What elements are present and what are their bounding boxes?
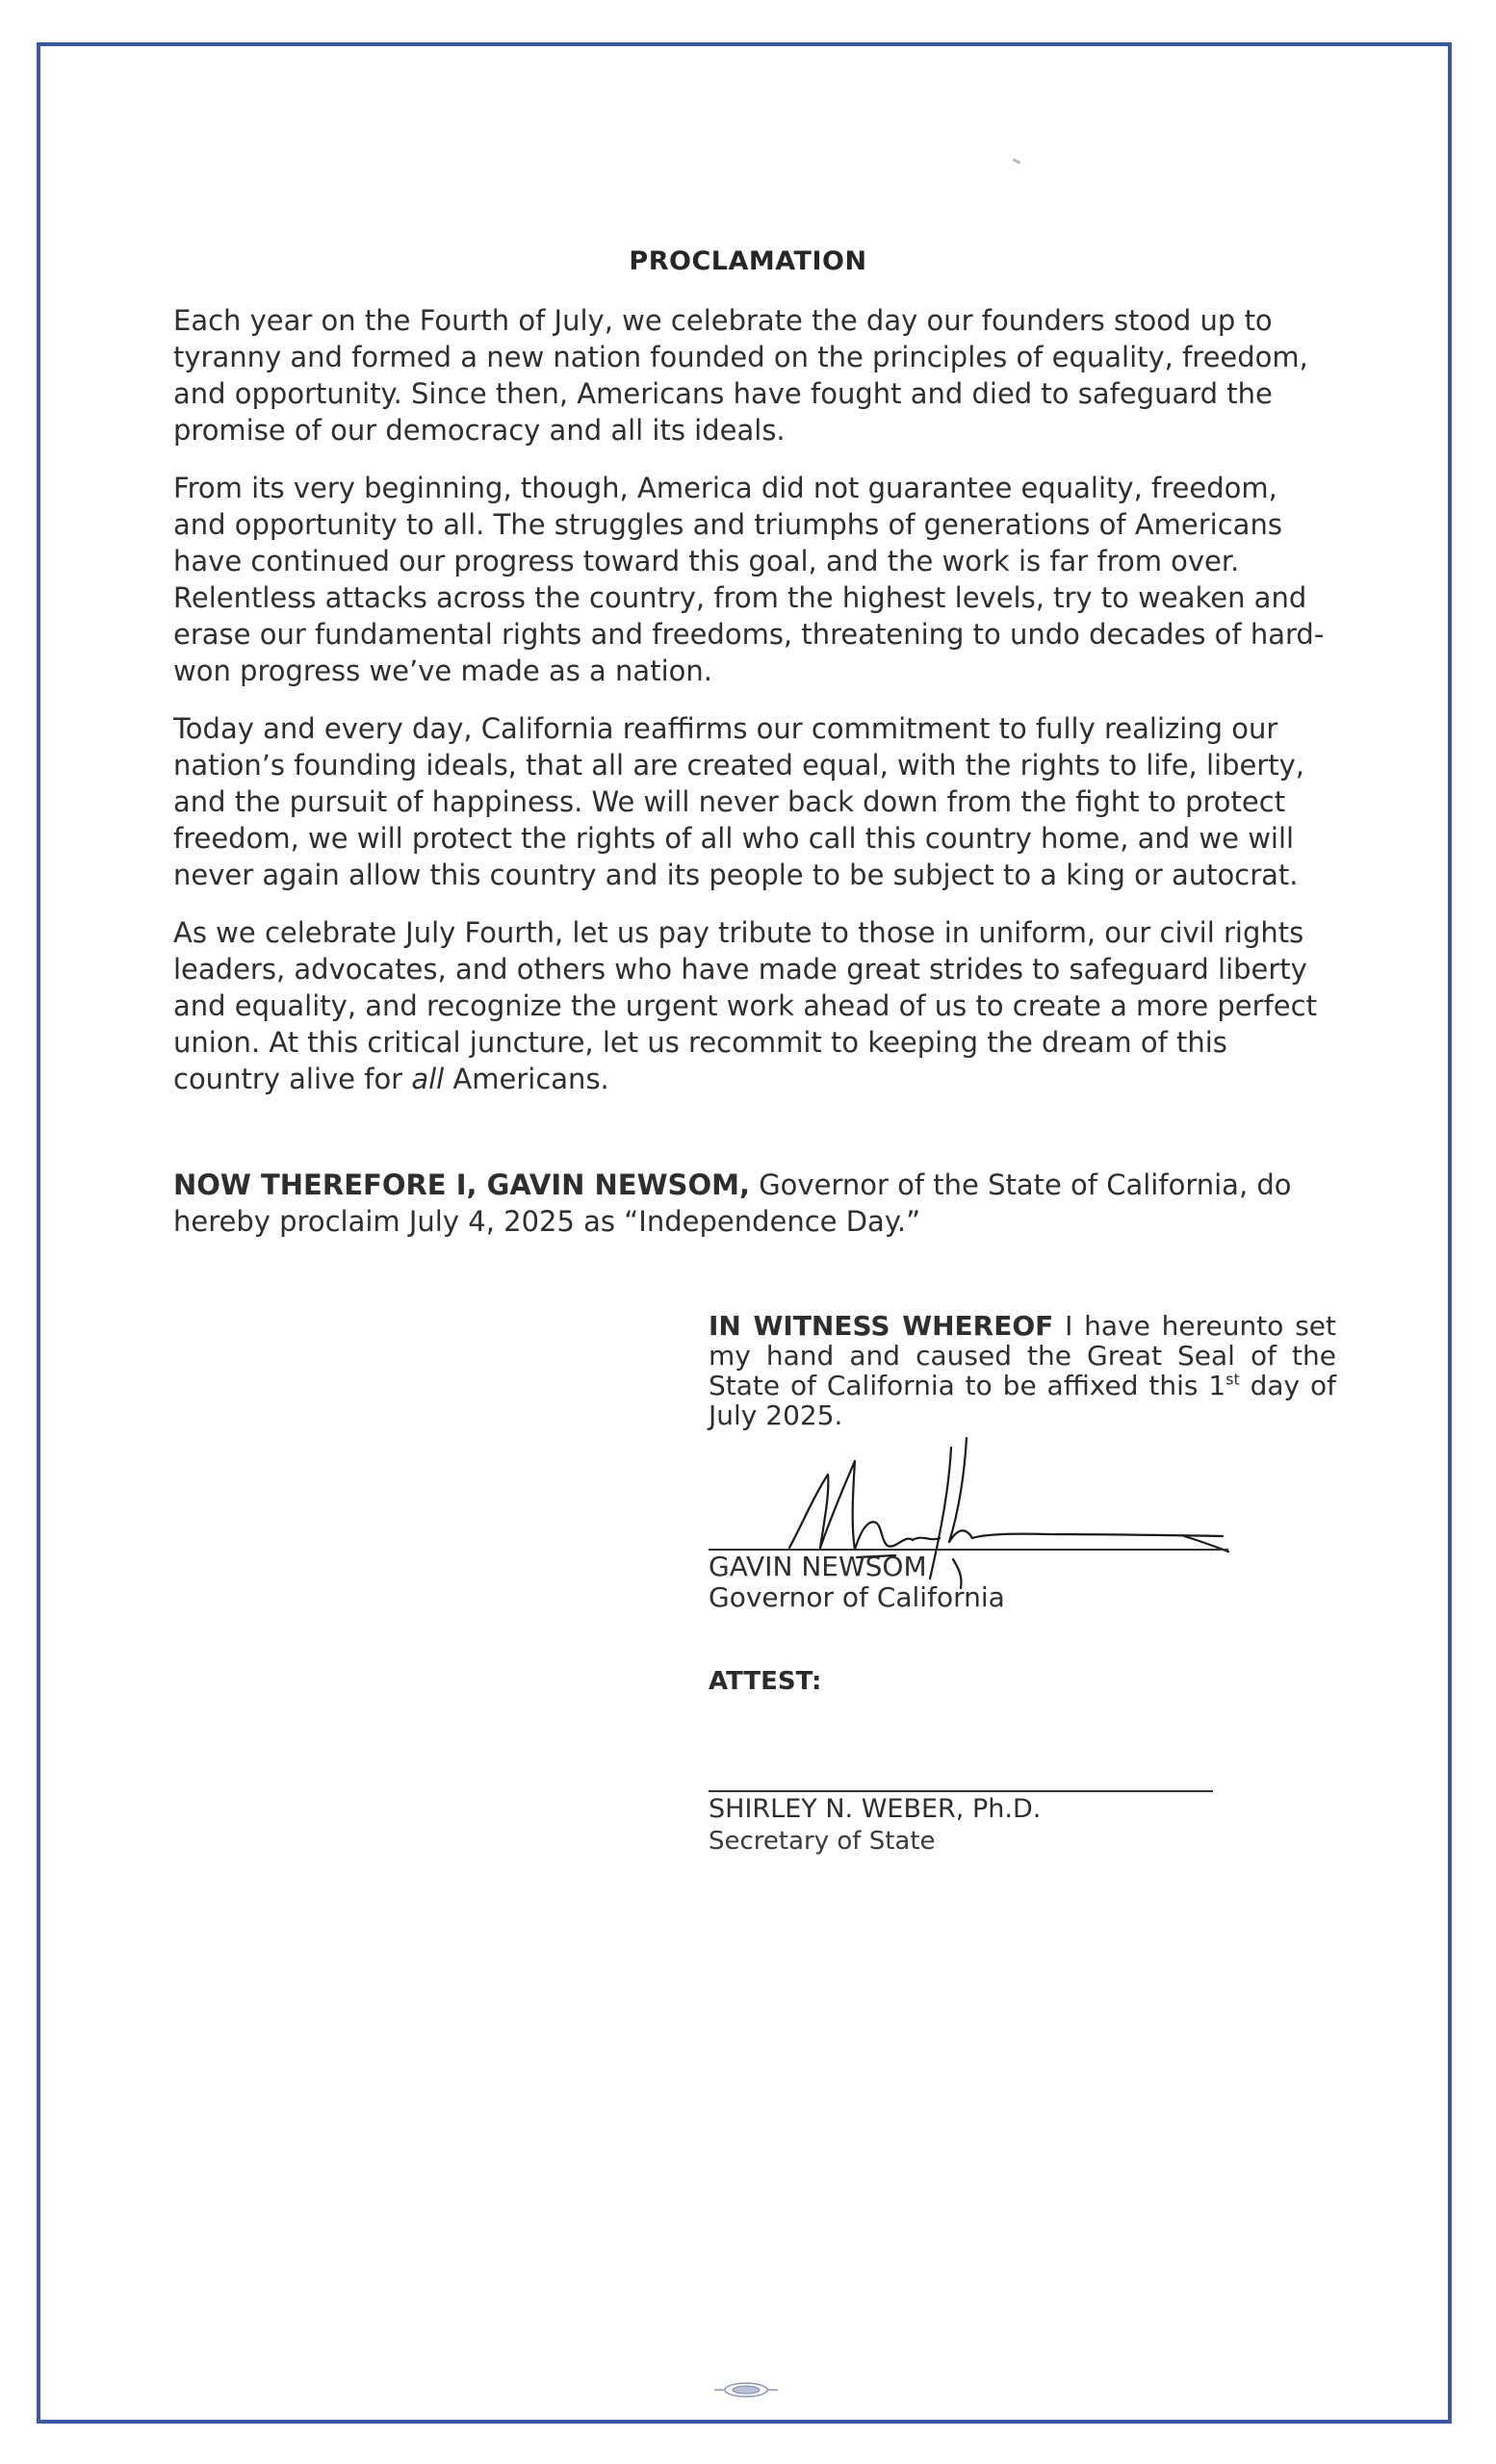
governor-title: Governor of California [709, 1581, 1005, 1613]
paragraph-4-text: As we celebrate July Fourth, let us pay tribute to those in uniform, our civil rights leaders, advocates, and others who have made great strides to safeguard liberty and equality, and recognize the urgent work ahead of us to create a more perfect union. At this critical juncture, let us recommit to keeping the dream of this country alive for [173, 916, 1317, 1095]
proclamation-statement [173, 1167, 1325, 1240]
paragraph-1: Each year on the Fourth of July, we celebrate the day our founders stood up to tyranny and formed a new nation founded on the principles of equality, freedom, and opportunity. Since then, Americans have fought and died to safeguard the promise of our democracy and all its ideals. [173, 304, 1308, 447]
secretary-name: SHIRLEY N. WEBER, Ph.D. [709, 1794, 1042, 1824]
witness-lead: IN WITNESS WHEREOF [709, 1310, 1054, 1342]
paragraph-4-emphasis: all [411, 1063, 445, 1095]
paragraph-4-end: Americans. [444, 1063, 609, 1095]
secretary-signature-line [709, 1790, 1213, 1792]
proclamation-text: Governor of the State of California, do hereby proclaim July 4, 2025 as “Independence Day.” [173, 1168, 1292, 1238]
witness-superscript: st [1225, 1370, 1240, 1389]
paragraph-3: Today and every day, California reaffirms our commitment to fully realizing our nation’s founding ideals, that all are created equal, with the rights to life, liberty, and the pursuit of happiness. We will never back down from the fight to protect freedom, we will protect the rights of all who call this country home, and we will never again allow this country and its people to be subject to a king or autocrat. [173, 712, 1305, 891]
governor-name: GAVIN NEWSOM [709, 1551, 927, 1582]
witness-clause [709, 1311, 1336, 1430]
proclamation-lead: NOW THEREFORE I, GAVIN NEWSOM, [173, 1168, 750, 1201]
attest-label: ATTEST: [709, 1667, 822, 1696]
secretary-title: Secretary of State [709, 1827, 936, 1856]
paragraph-4 [173, 914, 1325, 1097]
seal-icon [710, 2379, 782, 2400]
paragraph-2: From its very beginning, though, America did not guarantee equality, freedom, and opportunity to all. The struggles and triumphs of generations of Americans have continued our progress toward this goal, and the work is far from over. Relentless attacks across the country, from the highest levels, try to weaken and erase our fundamental rights and freedoms, threatening to undo decades of hard-won progress we’ve made as a nation. [173, 472, 1325, 687]
document-title: PROCLAMATION [629, 246, 867, 276]
witness-text-2: day of July 2025. [709, 1370, 1336, 1431]
proclamation-body [173, 302, 1325, 1118]
witness-text-1: I have hereunto set my hand and caused the Great Seal of the State of California to be affixed this 1 [709, 1310, 1336, 1401]
